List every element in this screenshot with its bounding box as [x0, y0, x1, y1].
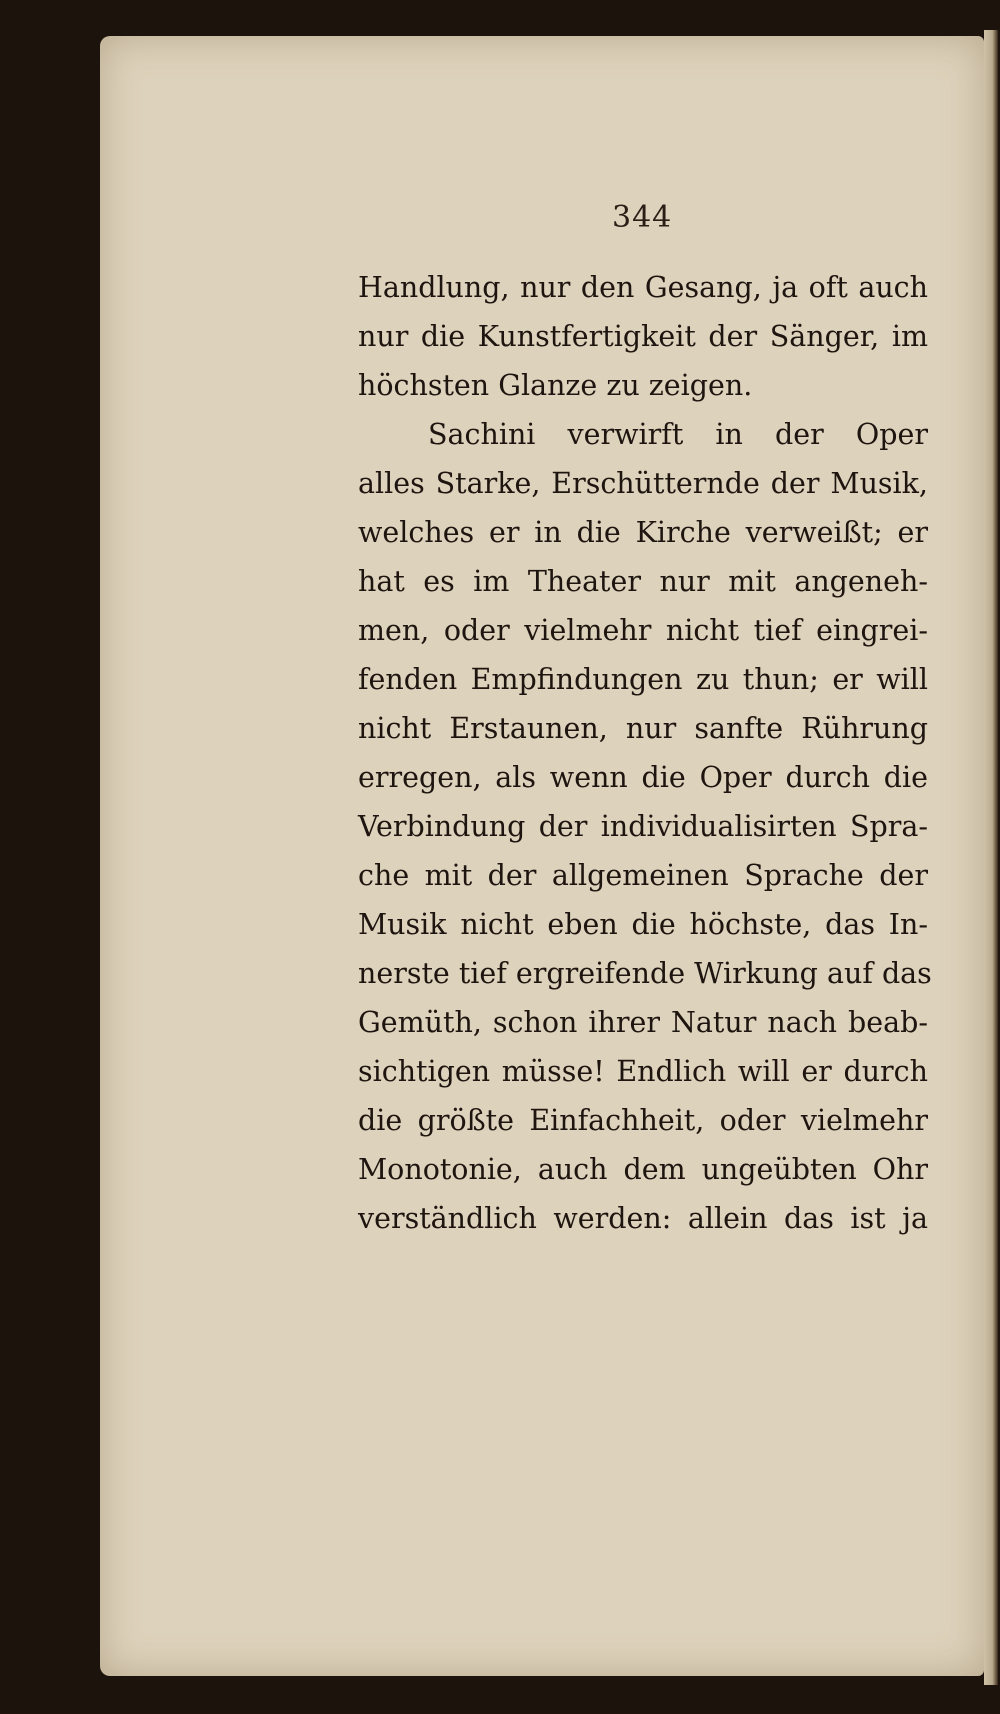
text-line: erregen, als wenn die Oper durch die	[358, 761, 928, 794]
text-line: che mit der allgemeinen Sprache der	[358, 859, 928, 892]
text-line: Gemüth, schon ihrer Natur nach beab-	[358, 1006, 928, 1039]
text-line: Verbindung der individualisirten Spra-	[358, 810, 928, 843]
page-number: 344	[612, 200, 673, 235]
text-line: men, oder vielmehr nicht tief eingrei-	[358, 614, 928, 647]
text-line: fenden Empfindungen zu thun; er will	[358, 663, 928, 696]
text-line: Sachini verwirft in der Oper	[428, 418, 928, 451]
text-line: hat es im Theater nur mit angeneh-	[358, 565, 928, 598]
text-line: nerste tief ergreifende Wirkung auf das	[358, 957, 932, 990]
text-line: die größte Einfachheit, oder vielmehr	[358, 1104, 928, 1137]
text-line: Monotonie, auch dem ungeübten Ohr	[358, 1153, 928, 1186]
body-text	[358, 263, 932, 1243]
text-line: höchsten Glanze zu zeigen.	[358, 369, 753, 402]
text-line: nicht Erstaunen, nur sanfte Rührung	[358, 712, 928, 745]
text-line: verständlich werden: allein das ist ja	[358, 1202, 928, 1235]
text-line: alles Starke, Erschütternde der Musik,	[358, 467, 928, 500]
text-line: welches er in die Kirche verweißt; er	[358, 516, 928, 549]
text-line: nur die Kunstfertigkeit der Sänger, im	[358, 320, 928, 353]
text-line: Handlung, nur den Gesang, ja oft auch	[358, 271, 928, 304]
page-edge	[984, 30, 998, 1685]
text-line: Musik nicht eben die höchste, das In-	[358, 908, 928, 941]
text-line: sichtigen müsse! Endlich will er durch	[358, 1055, 928, 1088]
